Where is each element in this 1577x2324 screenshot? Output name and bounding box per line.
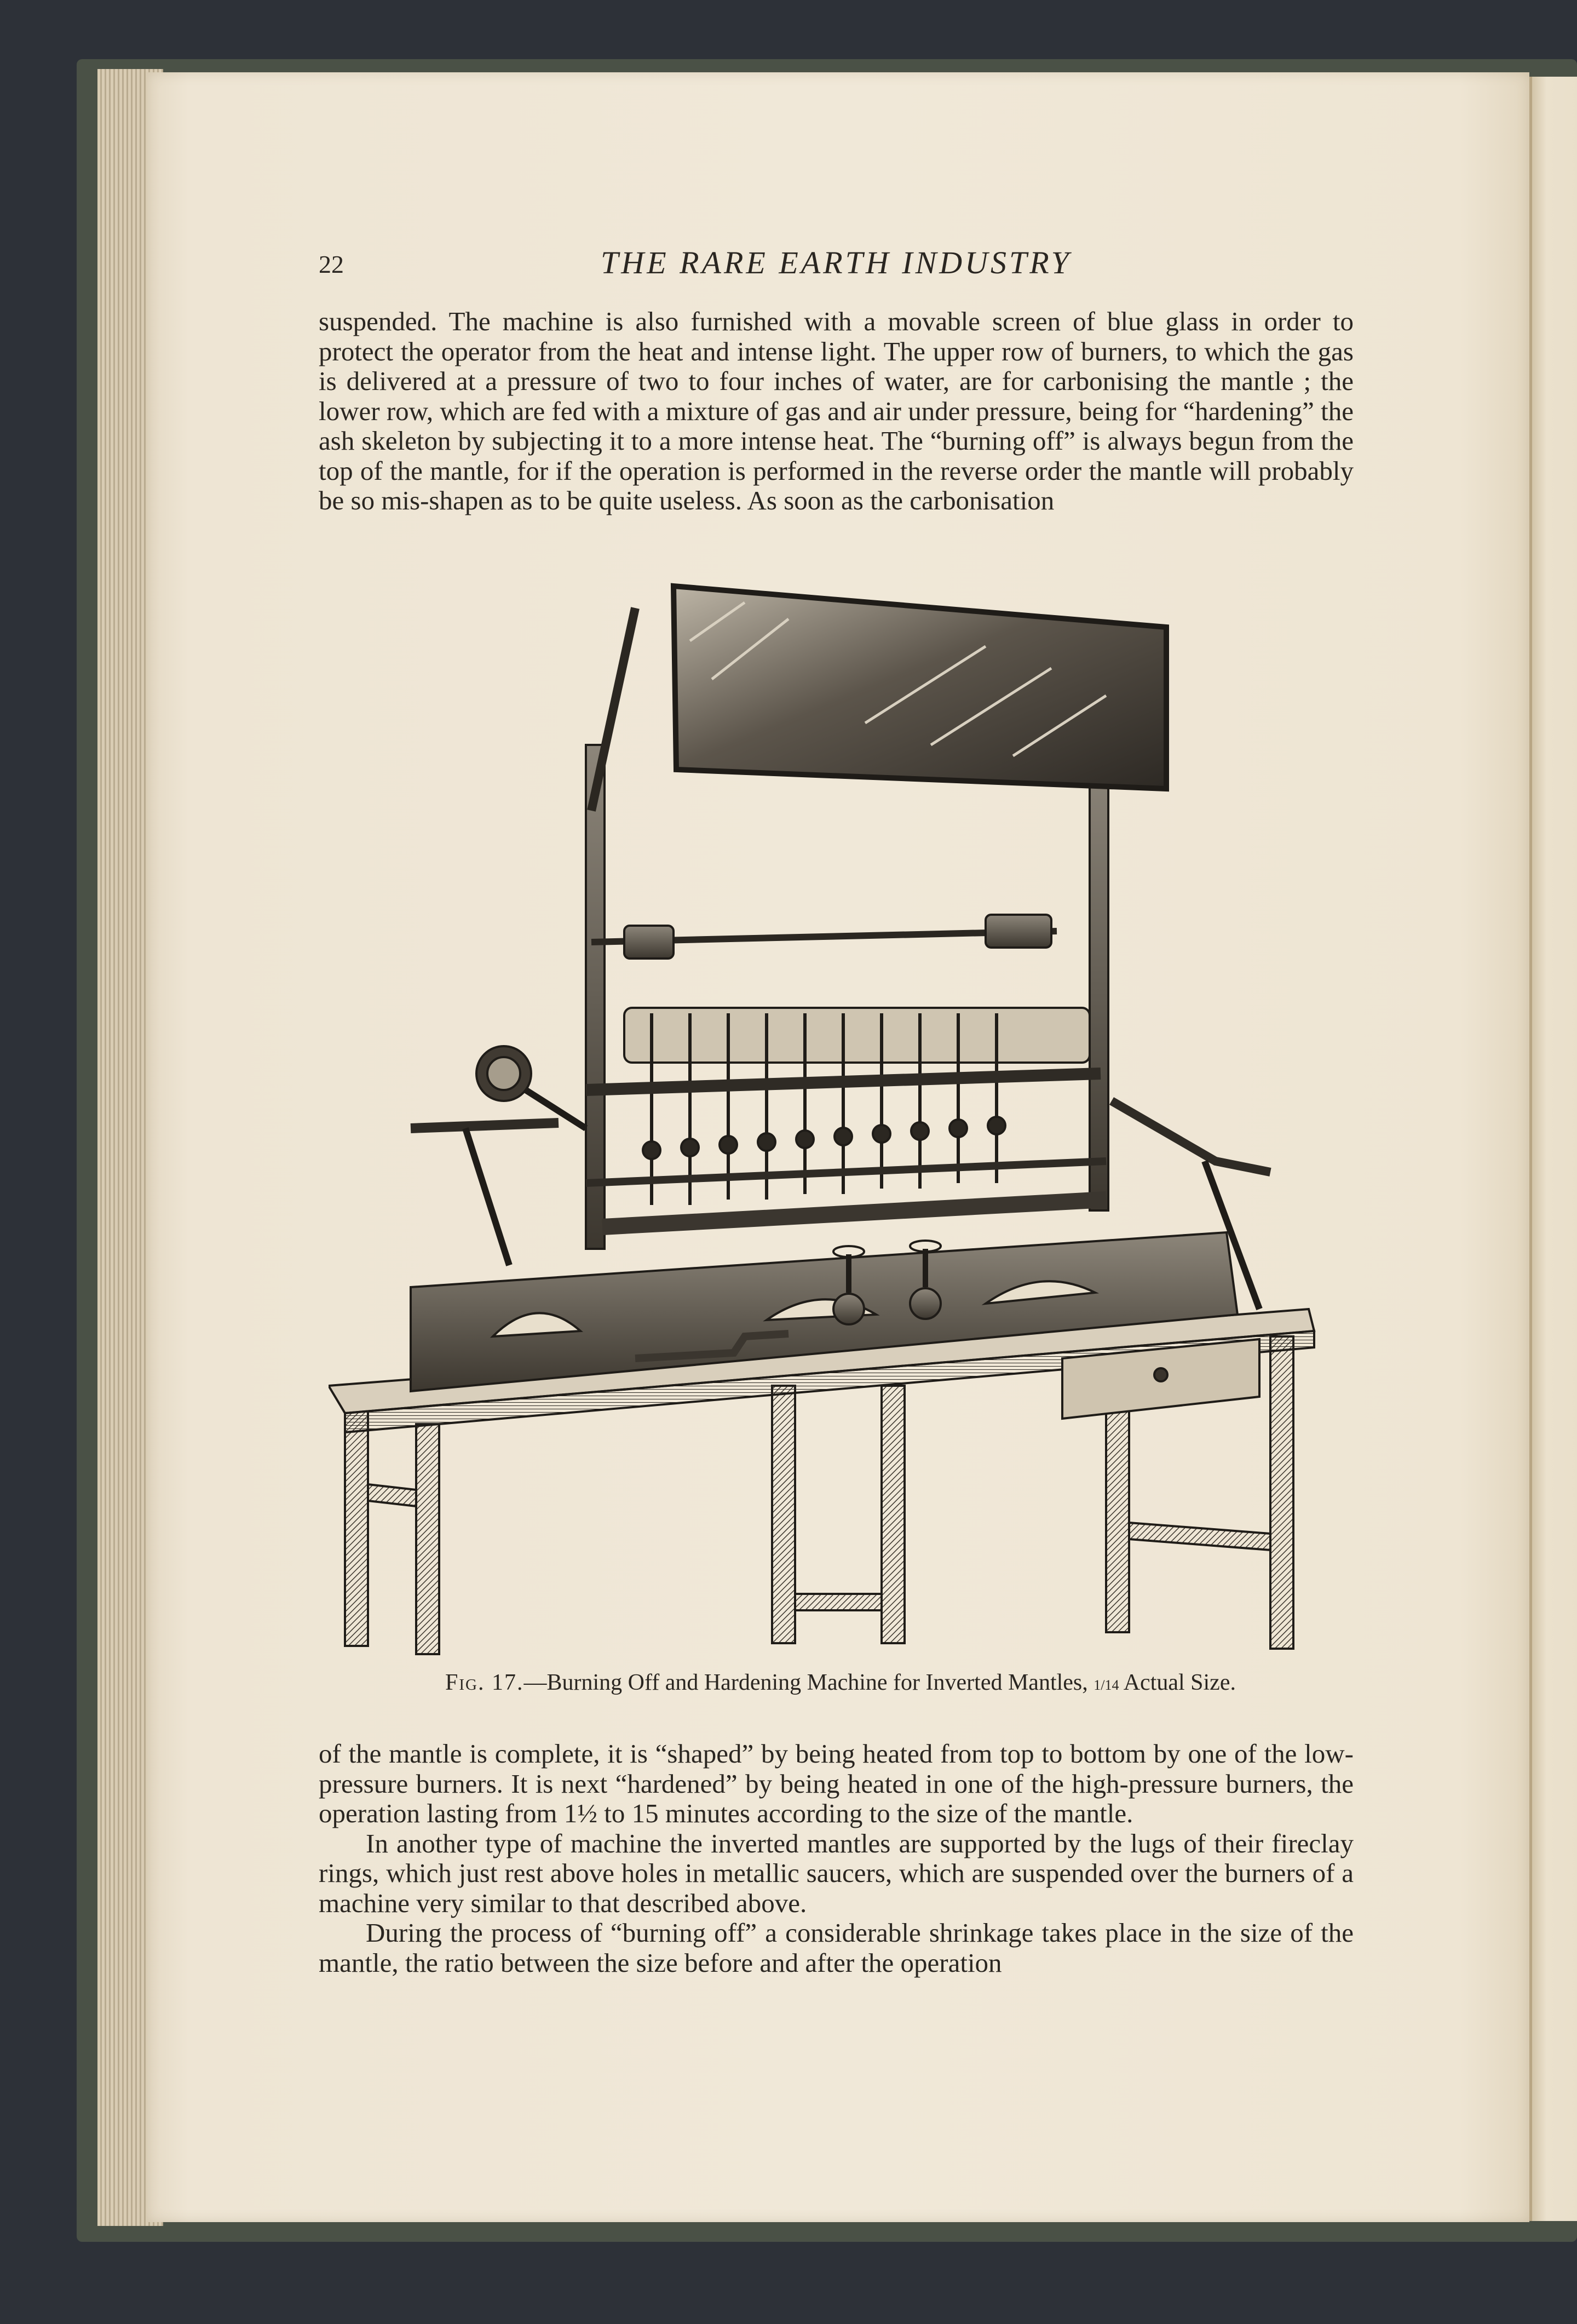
scale-fraction: 1/14	[1093, 1677, 1119, 1693]
top-text-block	[319, 307, 1354, 516]
page-number: 22	[319, 250, 344, 278]
figure-machine-illustration	[329, 581, 1347, 1662]
paragraph: of the mantle is complete, it is “shaped” by being heated from top to bottom by one of the low-pressure burners. It is next “hardened” by being heated in one of the high-pressure burners, the operation lasting from 1½ to 15 minutes according to the size of the mantle.	[319, 1738, 1354, 1828]
figure-label: Fig. 17.	[445, 1670, 524, 1695]
running-head	[319, 244, 1354, 283]
paragraph: During the process of “burning off” a considerable shrinkage takes place in the size of the mantle, the ratio between the size before and after the operation	[319, 1918, 1354, 1978]
machine-engraving	[329, 581, 1347, 1662]
paragraph: suspended. The machine is also furnished with a movable screen of blue glass in order to protect the operator from the heat and intense light. The upper row of burners, to which the gas is delivered at a pressure of two to four inches of water, are for carbonising the mantle ; the lower row, which are fed with a mixture of gas and air under pressure, being for “hardening” the ash skeleton by subjecting it to a more intense heat. The “burning off” is always begun from the top of the mantle, for if the operation is performed in the reverse order the mantle will probably be so mis-shapen as to be quite useless. As soon as the carbonisation	[319, 306, 1354, 515]
figure-caption	[274, 1669, 1407, 1696]
paragraph: In another type of machine the inverted mantles are supported by the lugs of their fireclay rings, which just rest above holes in metallic saucers, which are suspended over the burners of a machine very similar to that described above.	[319, 1828, 1354, 1918]
running-title: THE RARE EARTH INDUSTRY	[601, 245, 1072, 280]
caption-end: Actual Size.	[1119, 1670, 1236, 1695]
caption-text: —Burning Off and Hardening Machine for Inverted Mantles,	[523, 1670, 1094, 1695]
facing-page-edge	[1529, 77, 1577, 2221]
bottom-text-block	[319, 1739, 1354, 1978]
